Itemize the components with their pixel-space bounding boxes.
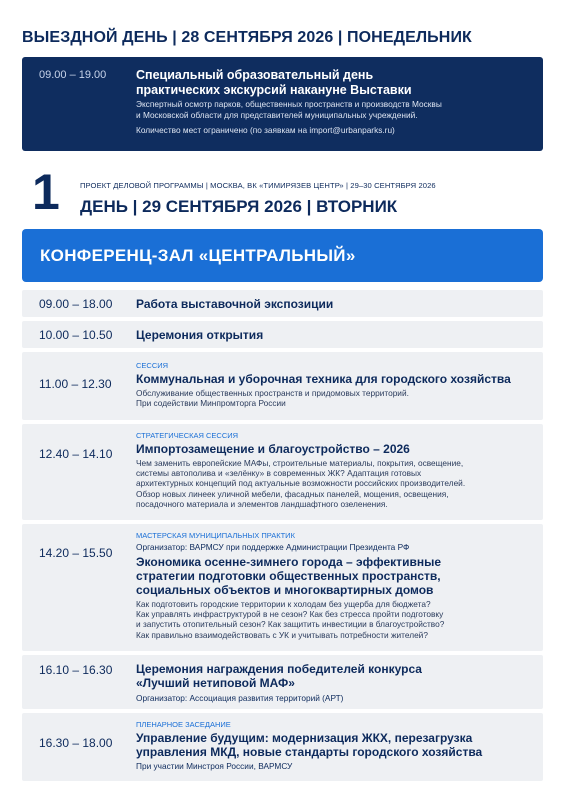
- desc-line: Чем заменить европейские МАФы, строительные материалы, покрытия, освещение,: [136, 458, 464, 468]
- desc-line: Как управлять инфраструктурой в не сезон? Как без стресса пройти подготовку: [136, 609, 444, 620]
- desc-line: При содействии Минпромторга России: [136, 398, 286, 409]
- pre-event-desc-line: и Московской области для представителей муниципальных учреждений.: [136, 110, 418, 120]
- row-kicker: ПЛЕНАРНОЕ ЗАСЕДАНИЕ: [136, 720, 231, 729]
- hall-banner: [22, 229, 543, 282]
- pre-event-heading: ВЫЕЗДНОЙ ДЕНЬ | 28 СЕНТЯБРЯ 2026 | ПОНЕДЕЛЬНИК: [22, 29, 472, 46]
- pre-event-note: Количество мест ограничено (по заявкам на import@urbanparks.ru): [136, 125, 395, 135]
- row-title: Церемония открытия: [136, 328, 264, 342]
- row-kicker: МАСТЕРСКАЯ МУНИЦИПАЛЬНЫХ ПРАКТИК: [136, 531, 295, 540]
- pre-event-title-line: практических экскурсий накануне Выставки: [136, 82, 412, 97]
- row-description: [136, 388, 534, 408]
- pre-event-time: 09.00 – 19.00: [39, 69, 107, 81]
- row-title: Импортозамещение и благоустройство – 2026: [136, 442, 410, 456]
- row-organizer: Организатор: ВАРМСУ при поддержке Администрации Президента РФ: [136, 542, 410, 552]
- row-organizer: При участии Минстроя России, ВАРМСУ: [136, 761, 293, 771]
- desc-line: системы автополива и «зелёнку» в современных ЖК? Адаптация готовых: [136, 468, 422, 479]
- title-line: Церемония награждения победителей конкурса: [136, 662, 422, 676]
- hall-title: КОНФЕРЕНЦ-ЗАЛ «ЦЕНТРАЛЬНЫЙ»: [40, 246, 356, 265]
- desc-line: посадочного материала и элементов ландшафтного озеленения.: [136, 498, 388, 509]
- row-time: 12.40 – 14.10: [39, 447, 113, 461]
- day-heading: ДЕНЬ | 29 СЕНТЯБРЯ 2026 | ВТОРНИК: [80, 197, 398, 216]
- desc-line: Как правильно взаимодействовать с УК и учитывать потребности жителей?: [136, 629, 428, 640]
- row-organizer: Организатор: Ассоциация развития территорий (АРТ): [136, 693, 344, 703]
- row-kicker: СЕССИЯ: [136, 361, 169, 370]
- row-title: [136, 731, 534, 759]
- desc-line: Как подготовить городские территории к холодам без ущерба для бюджета?: [136, 599, 431, 609]
- row-time: 11.00 – 12.30: [39, 377, 112, 391]
- title-line: стратегии подготовки общественных пространств,: [136, 569, 441, 583]
- row-time: 16.30 – 18.00: [39, 736, 113, 750]
- schedule-row: [22, 424, 543, 520]
- desc-line: архитектурных концепций под актуальные возможности российских производителей.: [136, 478, 466, 489]
- desc-line: Обзор новых линеек уличной мебели, фасадных панелей, мощения, освещения,: [136, 488, 449, 499]
- row-time: 16.10 – 16.30: [39, 663, 113, 677]
- title-line: социальных объектов и многоквартирных домов: [136, 583, 434, 597]
- row-title: Коммунальная и уборочная техника для городского хозяйства: [136, 372, 511, 386]
- day-meta: ПРОЕКТ ДЕЛОВОЙ ПРОГРАММЫ | МОСКВА, ВК «ТИМИРЯЗЕВ ЦЕНТР» | 29–30 СЕНТЯБРЯ 2026: [80, 181, 436, 190]
- row-title: [136, 662, 534, 690]
- schedule-row: [22, 321, 543, 348]
- row-description: [136, 458, 534, 509]
- row-time: 10.00 – 10.50: [39, 328, 113, 342]
- schedule-row: [22, 713, 543, 781]
- desc-line: Обслуживание общественных пространств и придомовых территорий.: [136, 388, 409, 398]
- schedule-row: [22, 352, 543, 420]
- title-line: «Лучший нетиповой МАФ»: [136, 676, 295, 690]
- schedule-row: [22, 655, 543, 709]
- pre-event-description: [136, 99, 536, 121]
- row-title: Работа выставочной экспозиции: [136, 297, 334, 311]
- row-time: 14.20 – 15.50: [39, 546, 113, 560]
- row-title: [136, 555, 534, 597]
- title-line: Управление будущим: модернизация ЖКХ, перезагрузка: [136, 731, 473, 745]
- row-description: [136, 599, 534, 640]
- day-number: 1: [32, 164, 60, 220]
- pre-event-title-line: Специальный образовательный день: [136, 68, 374, 82]
- title-line: управления МКД, новые стандарты городского хозяйства: [136, 745, 483, 759]
- pre-event-desc-line: Экспертный осмотр парков, общественных пространств и производств Москвы: [136, 99, 442, 109]
- row-kicker: СТРАТЕГИЧЕСКАЯ СЕССИЯ: [136, 431, 239, 440]
- schedule-row: [22, 524, 543, 651]
- schedule-row: [22, 290, 543, 317]
- desc-line: и запустить отопительный сезон? Как защитить инвестиции в благоустройство?: [136, 619, 445, 630]
- title-line: Экономика осенне-зимнего города – эффективные: [136, 555, 441, 569]
- pre-event-box: [22, 57, 543, 151]
- row-time: 09.00 – 18.00: [39, 297, 113, 311]
- pre-event-title: [136, 68, 531, 97]
